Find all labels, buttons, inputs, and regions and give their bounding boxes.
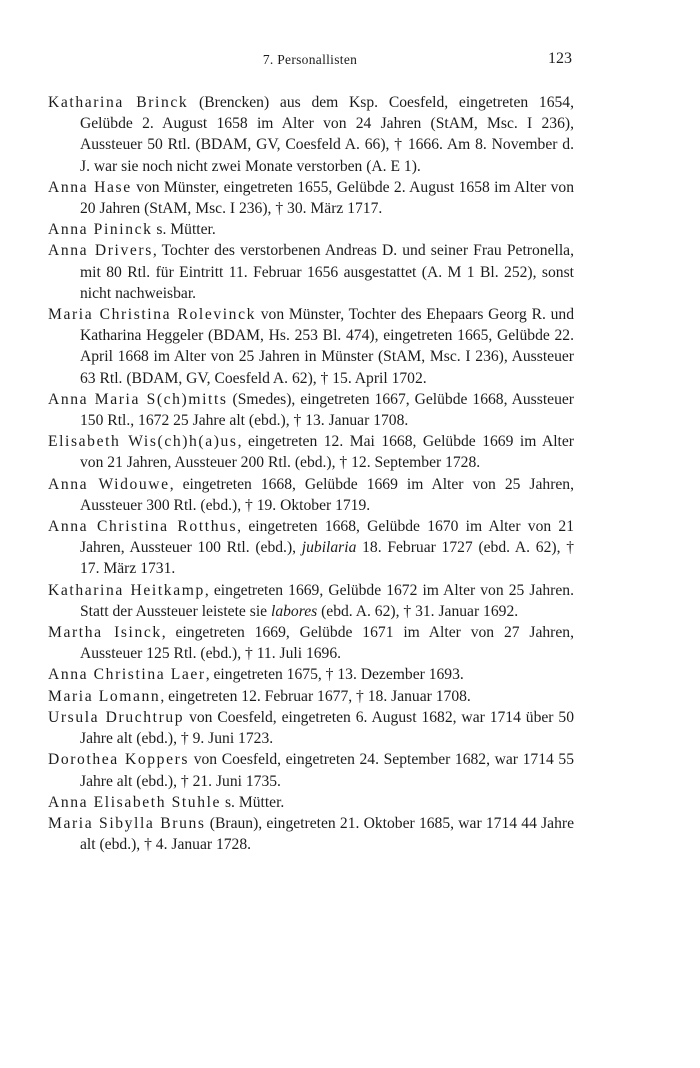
- entry-text: , eingetreten 1668, Gelübde 1669 im Alter von 25 Jahren, Aussteuer 300 Rtl. (ebd.), † 19. Oktober 1719.: [80, 475, 575, 514]
- entry-text-continued: (ebd. A. 62), † 31. Januar 1692.: [317, 602, 519, 620]
- entry-name: Maria Sibylla Bruns: [48, 814, 206, 832]
- entry-name: Katharina Heitkamp: [48, 581, 205, 599]
- entry-text: , eingetreten 1675, † 13. Dezember 1693.: [205, 666, 464, 684]
- entry-text: von Münster, eingetreten 1655, Gelübde 2. August 1658 im Alter von 20 Jahren (StAM, Msc. I 236), † 30. März 1717.: [80, 178, 574, 218]
- entry-text: (Brencken) aus dem Ksp. Coesfeld, eingetreten 1654, Gelübde 2. August 1658 im Alter von 24 Jahren (StAM, Msc. I 236), Aussteuer 50 Rtl. (BDAM, GV, Coesfeld A. 66), † 1666. Am 8. November d. J. war sie noch nicht zwei Monate verstorben (A. E 1).: [80, 94, 575, 175]
- list-item: [48, 219, 574, 240]
- entry-name: Anna Drivers: [48, 242, 153, 260]
- entry-text: (Braun), eingetreten 21. Oktober 1685, war 1714 44 Jahre alt (ebd.), † 4. Januar 1728.: [80, 814, 575, 854]
- entry-name: Ursula Druchtrup: [48, 708, 185, 726]
- entry-name: Dorothea Koppers: [48, 751, 190, 769]
- running-header: [48, 52, 572, 72]
- entry-name: Anna Hase: [48, 178, 132, 196]
- list-item: [48, 707, 574, 749]
- entry-list: [48, 92, 574, 855]
- list-item: [48, 240, 574, 304]
- entry-text: von Coesfeld, eingetreten 6. August 1682, war 1714 über 50 Jahre alt (ebd.), † 9. Juni 1723.: [80, 708, 574, 748]
- list-item: [48, 580, 574, 622]
- entry-name: Anna Christina Laer: [48, 666, 206, 684]
- list-item: [48, 622, 574, 664]
- list-item: [48, 664, 574, 685]
- entry-text: (Smedes), eingetreten 1667, Gelübde 1668, Aussteuer 150 Rtl., 1672 25 Jahre alt (ebd.), † 13. Januar 1708.: [80, 390, 574, 430]
- entry-name: Anna Widouwe: [48, 475, 170, 493]
- entry-name: Elisabeth Wis(ch)h(a)us: [48, 433, 238, 451]
- list-item: [48, 177, 574, 219]
- chapter-title: 7. Personallisten: [262, 52, 358, 67]
- entry-name: Maria Lomann: [48, 687, 161, 705]
- list-item: [48, 749, 574, 791]
- list-item: [48, 474, 574, 516]
- list-item: [48, 304, 574, 389]
- entry-text: s. Mütter.: [221, 793, 285, 811]
- entry-italic-term: labores: [270, 602, 318, 620]
- list-item: [48, 92, 574, 177]
- entry-name: Martha Isinck: [48, 624, 162, 642]
- entry-name: Anna Elisabeth Stuhle: [48, 793, 222, 811]
- entry-text: , eingetreten 12. Mai 1668, Gelübde 1669 im Alter von 21 Jahren, Aussteuer 200 Rtl. (ebd.), † 12. September 1728.: [80, 433, 574, 472]
- entry-text: , eingetreten 1669, Gelübde 1672 im Alter von 25 Jahren. Statt der Aussteuer leistete sie: [80, 581, 574, 620]
- entry-text-continued: 18. Februar 1727 (ebd. A. 62), † 17. März 1731.: [80, 539, 575, 578]
- list-item: [48, 792, 574, 813]
- list-item: [48, 686, 574, 707]
- list-item: [48, 431, 574, 473]
- list-item: [48, 389, 574, 431]
- entry-text: , Tochter des verstorbenen Andreas D. und seiner Frau Petronella, mit 80 Rtl. für Eintritt 11. Februar 1656 ausgestattet (A. M 1 Bl. 252), sonst nicht nachweisbar.: [80, 242, 574, 302]
- list-item: [48, 516, 574, 580]
- entry-text: von Münster, Tochter des Ehepaars Georg R. und Katharina Heggeler (BDAM, Hs. 253 Bl. 474), eingetreten 1665, Gelübde 22. April 1668 im Alter von 25 Jahren in Münster (StAM, Msc. I 236), Aussteuer 63 Rtl. (BDAM, GV, Coesfeld A. 62), † 15. April 1702.: [80, 306, 574, 387]
- entry-text: von Coesfeld, eingetreten 24. September 1682, war 1714 55 Jahre alt (ebd.), † 21. Juni 1735.: [80, 751, 574, 790]
- entry-text: , eingetreten 1669, Gelübde 1671 im Alter von 27 Jahren, Aussteuer 125 Rtl. (ebd.), † 11. Juli 1696.: [80, 624, 574, 663]
- entry-name: Anna Maria S(ch)mitts: [48, 390, 228, 408]
- entry-name: Katharina Brinck: [48, 94, 189, 111]
- list-item: [48, 813, 574, 855]
- entry-name: Anna Pininck: [48, 221, 153, 239]
- entry-text: s. Mütter.: [152, 221, 216, 239]
- entry-text: , eingetreten 12. Februar 1677, † 18. Januar 1708.: [160, 687, 471, 705]
- entry-text: , eingetreten 1668, Gelübde 1670 im Alter von 21 Jahren, Aussteuer 100 Rtl. (ebd.),: [80, 518, 574, 557]
- page-number: 123: [548, 50, 572, 67]
- entry-name: Maria Christina Rolevinck: [48, 306, 256, 324]
- entry-name: Anna Christina Rotthus: [48, 518, 238, 536]
- entry-italic-term: jubilaria: [301, 539, 357, 557]
